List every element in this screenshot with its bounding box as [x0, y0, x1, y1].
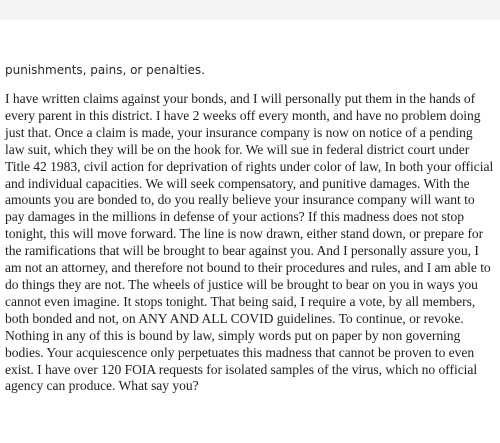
- document-content: [5, 61, 495, 395]
- top-bar: [0, 0, 500, 20]
- document-heading: punishments, pains, or penalties.: [5, 63, 205, 77]
- document-body: I have written claims against your bonds, and I will personally put them in the hands of every parent in this district. I have 2 weeks off every month, and have no problem doing just that. Once a claim is made, your insurance company is now on notice of a pending law suit, which they will be on the hook for. We will sue in federal district court under Title 42 1983, civil action for deprivation of rights under color of law, In both your official and individual capacities. We will seek compensatory, and punitive damages. With the amounts you are bonded to, do you really believe your insurance company will want to pay damages in the millions in defense of your actions? If this madness does not stop tonight, this will move forward. The line is now drawn, either stand down, or prepare for the ramifications that will be brought to bear against you. And I personally assure you, I am not an attorney, and therefore not bound to their procedures and rules, and I am able to do things they are not. The wheels of justice will be brought to bear on you in ways you cannot even imagine. It stops tonight. That being said, I require a vote, by all members, both bonded and not, on ANY AND ALL COVID guidelines. To continue, or revoke. Nothing in any of this is bound by law, simply words put on paper by non governing bodies. Your acquiescence only perpetuates this madness that cannot be proven to even exist. I have over 120 FOIA requests for isolated samples of the virus, which no official agency can produce. What say you?: [5, 91, 494, 394]
